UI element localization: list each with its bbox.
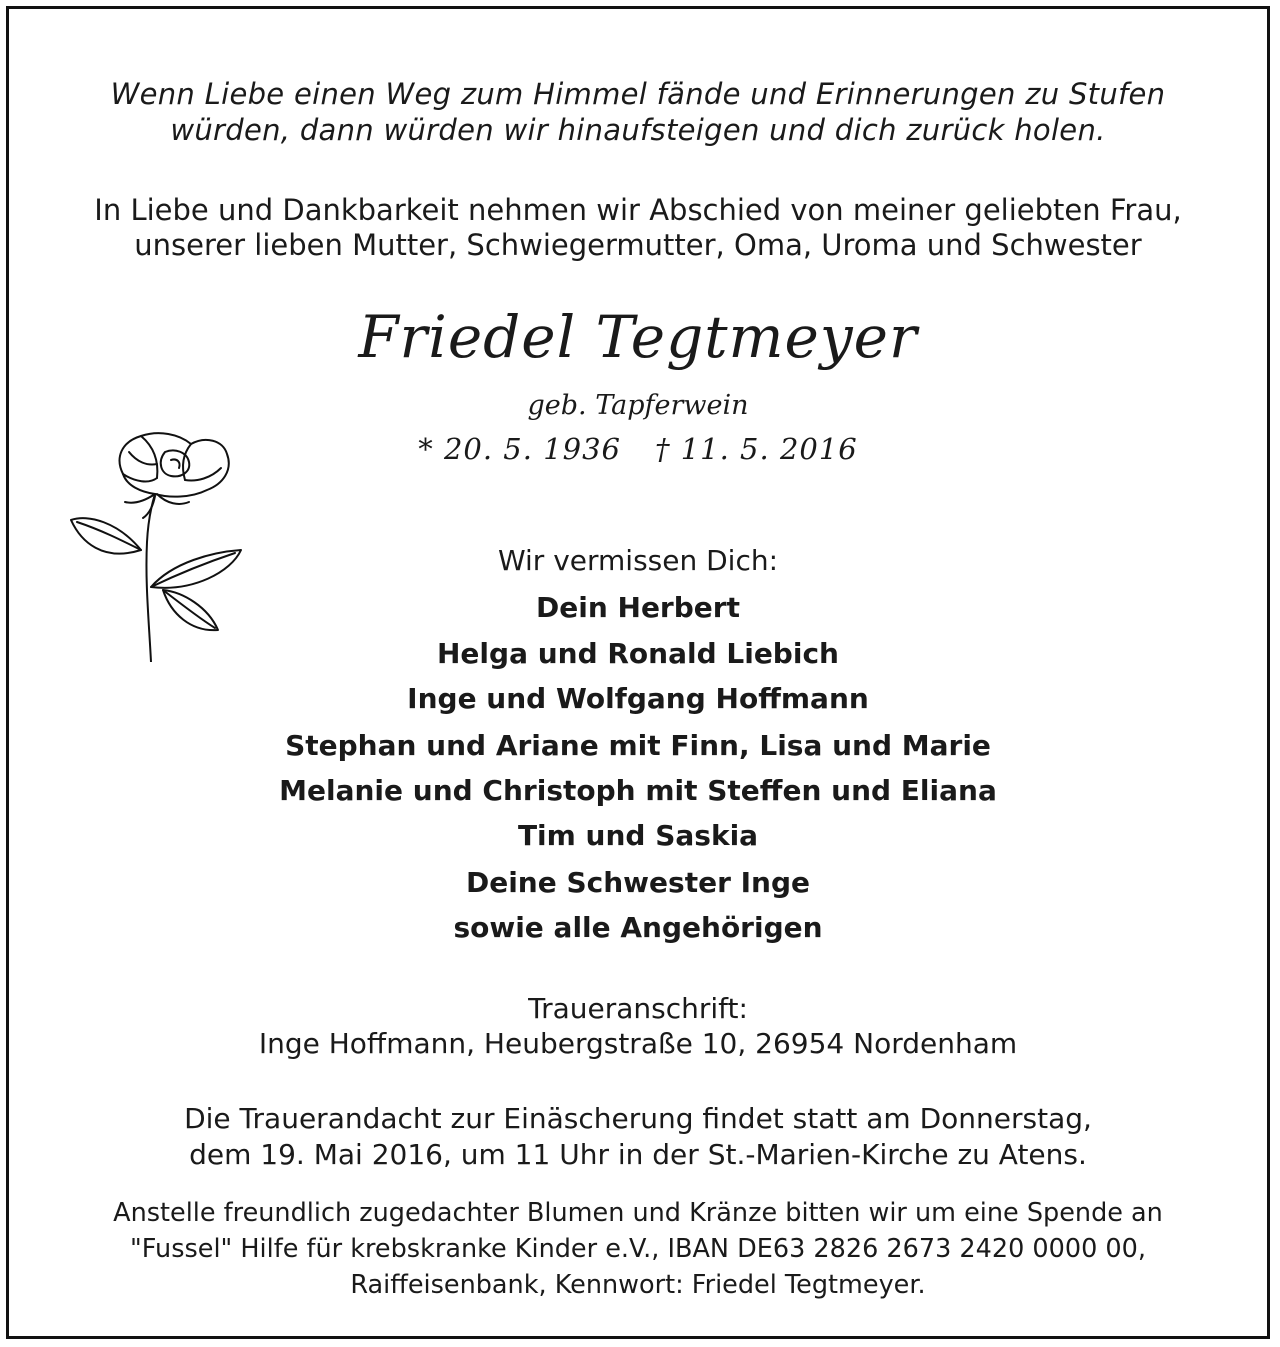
service-line-2: dem 19. Mai 2016, um 11 Uhr in der St.-Marien-Kirche zu Atens. xyxy=(189,1138,1087,1171)
death-date: † 11. 5. 2016 xyxy=(655,432,858,466)
mourner-8: sowie alle Angehörigen xyxy=(453,911,823,944)
mourner-1: Dein Herbert xyxy=(536,591,740,624)
obituary-notice xyxy=(6,6,1270,1339)
donation-line-2: "Fussel" Hilfe für krebskranke Kinder e.V., IBAN DE63 2826 2673 2420 0000 00, xyxy=(130,1234,1146,1264)
birth-date: * 20. 5. 1936 xyxy=(418,432,621,466)
mourner-5: Melanie und Christoph mit Steffen und Eliana xyxy=(279,774,997,807)
rose-icon xyxy=(63,422,253,662)
donation-line-3: Raiffeisenbank, Kennwort: Friedel Tegtmeyer. xyxy=(350,1270,926,1300)
mourner-2: Helga und Ronald Liebich xyxy=(437,637,839,670)
deceased-name: Friedel Tegtmeyer xyxy=(358,303,918,371)
mourners-heading: Wir vermissen Dich: xyxy=(497,544,779,577)
mourner-3: Inge und Wolfgang Hoffmann xyxy=(407,682,869,715)
address-value: Inge Hoffmann, Heubergstraße 10, 26954 Nordenham xyxy=(258,1027,1018,1060)
service-line-1: Die Trauerandacht zur Einäscherung findet statt am Donnerstag, xyxy=(184,1102,1092,1135)
mourner-4: Stephan und Ariane mit Finn, Lisa und Marie xyxy=(285,729,991,762)
mourner-7: Deine Schwester Inge xyxy=(465,866,811,899)
donation-line-1: Anstelle freundlich zugedachter Blumen und Kränze bitten wir um eine Spende an xyxy=(113,1198,1163,1228)
intro-line-2: unserer lieben Mutter, Schwiegermutter, Oma, Uroma und Schwester xyxy=(134,228,1142,262)
motto-line-1: Wenn Liebe einen Weg zum Himmel fände und Erinnerungen zu Stufen xyxy=(110,77,1166,111)
motto-line-2: würden, dann würden wir hinaufsteigen und dich zurück holen. xyxy=(170,113,1106,147)
intro-line-1: In Liebe und Dankbarkeit nehmen wir Abschied von meiner geliebten Frau, xyxy=(94,193,1182,227)
mourner-6: Tim und Saskia xyxy=(517,819,759,852)
address-label: Traueranschrift: xyxy=(528,992,748,1025)
maiden-name: geb. Tapferwein xyxy=(527,390,749,421)
